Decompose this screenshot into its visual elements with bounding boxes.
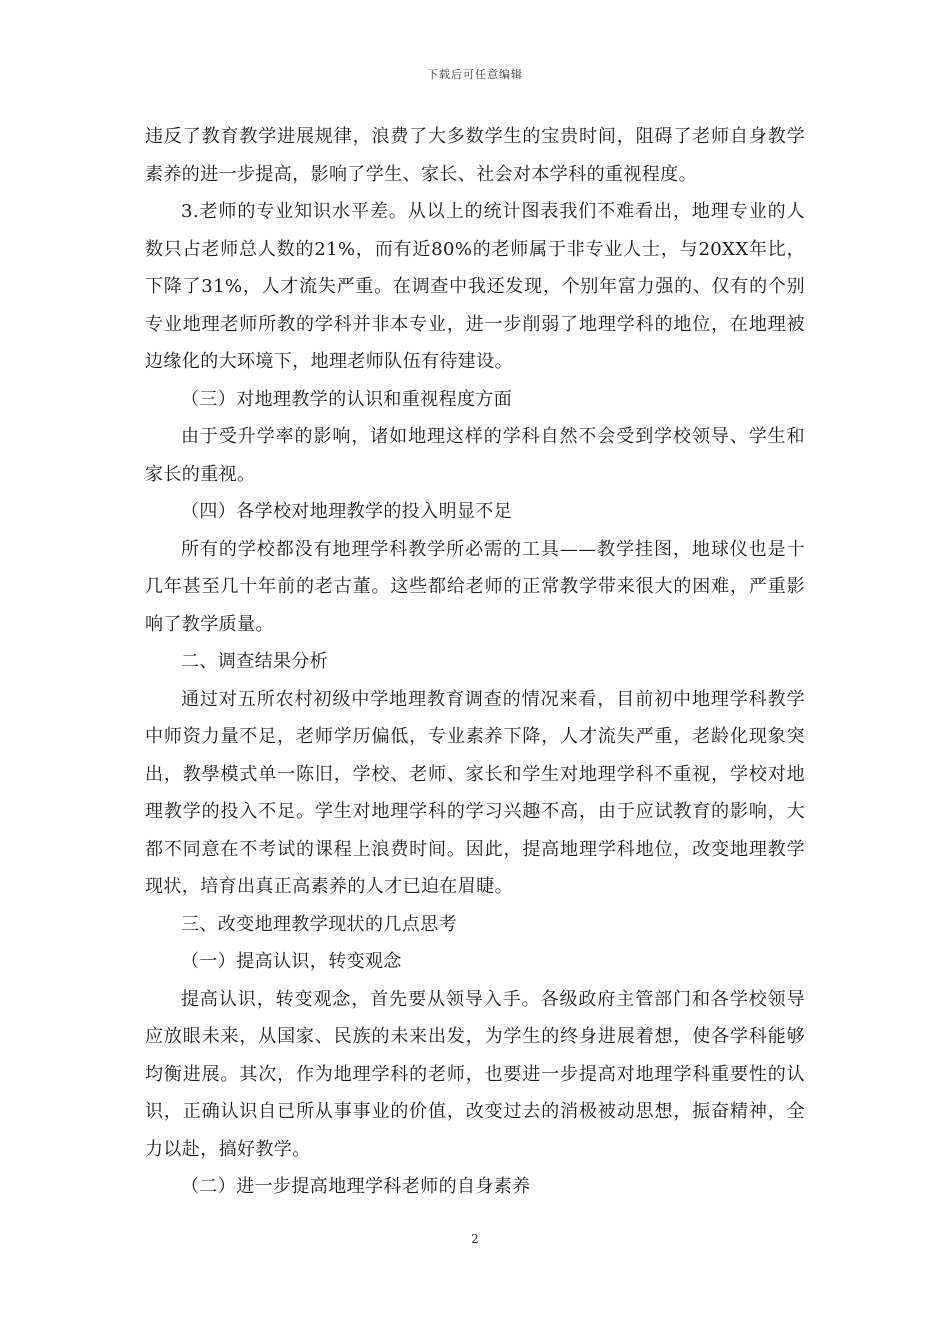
section-heading: 三、改变地理教学现状的几点思考 <box>181 913 457 935</box>
paragraph: 所有的学校都没有地理学科教学所必需的工具——教学挂图，地球仪也是十几年甚至几十年前的老古董。这些都给老师的正常教学带来很大的困难，严重影响了教学质量。 <box>145 538 805 635</box>
paragraph: 3.老师的专业知识水平差。从以上的统计图表我们不难看出，地理专业的人数只占老师总人数的21%，而有近80%的老师属于非专业人士，与20XX年比，下降了31%，人才流失严重。在调查中我还发现，个别年富力强的、仅有的个别专业地理老师所教的学科并非本专业，进一步削弱了地理学科的地位，在地理被边缘化的大环境下，地理老师队伍有待建设。 <box>145 201 805 372</box>
paragraph: 提高认识，转变观念，首先要从领导入手。各级政府主管部门和各学校领导应放眼未来，从国家、民族的未来出发，为学生的终身进展着想，使各学科能够均衡进展。其次，作为地理学科的老师，也要进一步提高对地理学科重要性的认识，正确认识自已所从事事业的价值，改变过去的消极被动思想，振奋精神，全力以赴，搞好教学。 <box>145 988 805 1160</box>
page-header: 下载后可任意编辑 <box>427 68 523 81</box>
paragraph: 违反了教育教学进展规律，浪费了大多数学生的宝贵时间，阻碍了老师自身教学素养的进一步提高，影响了学生、家长、社会对本学科的重视程度。 <box>145 126 805 185</box>
page-number: 2 <box>471 1232 479 1246</box>
section-heading: （三）对地理教学的认识和重视程度方面 <box>181 388 513 410</box>
section-heading: （四）各学校对地理教学的投入明显不足 <box>181 501 513 522</box>
paragraph: 通过对五所农村初级中学地理教育调查的情况来看，目前初中地理学科教学中师资力量不足，老师学历偏低，专业素养下降，人才流失严重，老龄化现象突出，教學模式单一陈旧，学校、老师、家长和学生对地理学科不重视，学校对地理教学的投入不足。学生对地理学科的学习兴趣不高，由于应试教育的影响，大都不同意在不考试的课程上浪费时间。因此，提高地理学科地位，改变地理教学现状，培育出真正高素养的人才已迫在眉睫。 <box>145 688 805 897</box>
section-heading: 二、调查结果分析 <box>181 651 329 672</box>
subsection-heading: （一）提高认识，转变观念 <box>181 951 402 972</box>
subsection-heading: （二）进一步提高地理学科老师的自身素养 <box>181 1176 531 1197</box>
document-body <box>145 118 805 1206</box>
paragraph: 由于受升学率的影响，诸如地理这样的学科自然不会受到学校领导、学生和家长的重视。 <box>145 426 805 485</box>
